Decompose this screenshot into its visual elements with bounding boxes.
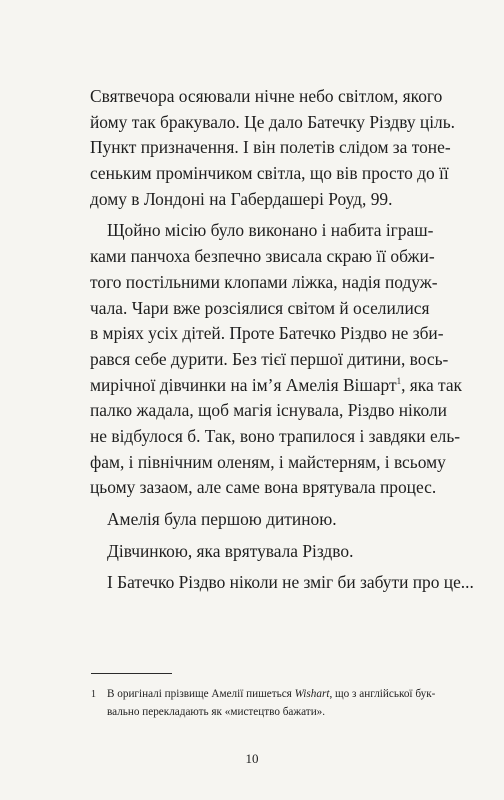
paragraph-2	[90, 218, 462, 501]
text-line: фам, і північним оленям, і майстерням, і всьому	[90, 451, 446, 472]
footnote-line	[107, 686, 436, 704]
text-line: ками панчоха безпечно звисала скраю її обжи-	[90, 246, 435, 267]
footnote-italic-word: Wishart	[294, 688, 330, 700]
text-line: не відбулося б. Так, воно трапилося і завдяки ель-	[90, 425, 461, 446]
paragraph-3: Амелія була першою дитиною.	[107, 509, 337, 529]
footnote	[91, 686, 436, 721]
text-line: дому в Лондоні на Габердашері Роуд, 99.	[90, 188, 393, 209]
paragraph-5: І Батечко Різдво ніколи не зміг би забути про це...	[107, 572, 474, 593]
text-line: чала. Чари вже розсіялися світом й оселилися	[90, 297, 430, 318]
text-line: в мріях усіх дітей. Проте Батечко Різдво не зби-	[90, 323, 444, 344]
text-line: рався себе дурити. Без тієї першої дитини, вось-	[90, 348, 449, 369]
footnote-text: , що з англійської бук-	[329, 688, 436, 700]
paragraph-1	[90, 84, 455, 212]
text-line: того постільними клопами ліжка, надія подуж-	[90, 271, 438, 292]
text-line: цьому зазаом, але саме вона врятувала процес.	[90, 477, 437, 498]
text-line: сеньким промінчиком світла, що вів просто до її	[90, 163, 449, 184]
footnote-reference: 1	[396, 375, 402, 386]
paragraph-4: Дівчинкою, яка врятувала Різдво.	[107, 540, 354, 561]
footnote-text: В оригіналі прізвище Амелії пишеться	[107, 688, 295, 700]
footnote-number: 1	[91, 689, 96, 700]
text-line-with-footnote	[90, 373, 462, 399]
text-line: Щойно місію було виконано і набита іграш-	[107, 220, 434, 241]
text-line: Святвечора осяювали нічне небо світлом, якого	[90, 86, 443, 106]
text-fragment: мирічної дівчинки на ім’я Амелія Вішарт	[90, 374, 397, 395]
footnote-divider	[91, 673, 172, 674]
footnote-line: вально перекладають як «мистецтво бажати».	[107, 705, 326, 718]
main-text	[90, 84, 474, 596]
text-line: йому так бракувало. Це дало Батечку Різдву ціль.	[90, 111, 455, 132]
text-line: Пункт призначення. І він полетів слідом за тоне-	[90, 137, 451, 158]
page-number: 10	[245, 751, 259, 766]
text-line: палко жадала, щоб магія існувала, Різдво ніколи	[90, 400, 447, 421]
text-fragment: , яка так	[401, 374, 462, 395]
